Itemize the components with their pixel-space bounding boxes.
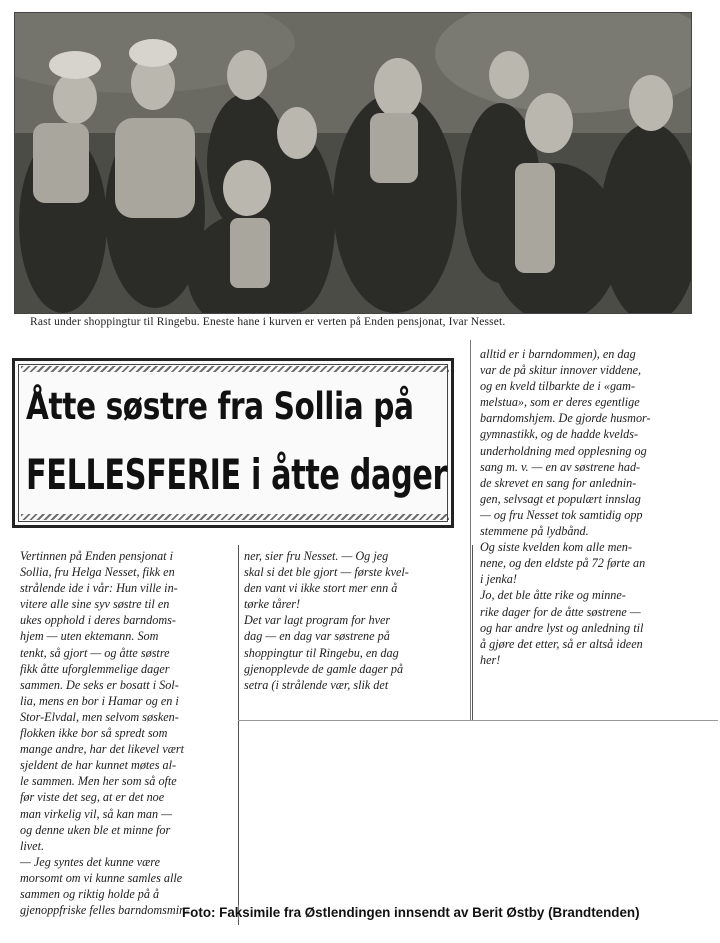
headline-box: [12, 358, 454, 528]
column-divider-1: [238, 545, 239, 925]
article-line: nene, og den eldste på 72 førte an: [480, 556, 646, 571]
article-line: før viste det seg, at er det noe: [20, 790, 165, 805]
article-line: ukes opphold i deres barndoms-: [20, 613, 176, 628]
article-line: ner, sier fru Nesset. — Og jeg: [244, 549, 389, 563]
article-line: Stor-Elvdal, men selvom søsken-: [20, 709, 179, 724]
photo-credit: Foto: Faksimile fra Østlendingen innsendt av Berit Østby (Brandtenden): [182, 905, 640, 920]
article-line: tenkt, så gjort — og åtte søstre: [20, 645, 170, 660]
article-line: gymnastikk, og de hadde kvelds-: [480, 427, 639, 442]
article-line: gen, selvsagt et populært innslag: [480, 491, 641, 506]
article-line: — Jeg syntes det kunne være: [20, 854, 160, 869]
article-line: tørke tårer!: [244, 597, 301, 612]
article-column-3: [480, 346, 705, 668]
article-line: og denne uken ble et minne for: [20, 822, 171, 837]
article-line: sang m. v. — en av søstrene had-: [480, 459, 641, 474]
article-line: gjenoppfriske felles barndomsmin-: [20, 903, 190, 918]
article-line: å gjøre det etter, så er altså ideen: [480, 636, 643, 651]
article-line: melstua», som er deres egentlige: [480, 395, 640, 410]
article-line: underholdning med opplesning og: [480, 443, 647, 458]
headline-border-top: [21, 366, 449, 372]
article-column-2: [244, 548, 464, 693]
column-divider-2: [472, 545, 473, 720]
group-photo: [14, 12, 692, 314]
article-line: vitere alle sine syv søstre til en: [20, 597, 170, 612]
article-line: Sollia, fru Helga Nesset, fikk en: [20, 565, 175, 580]
article-line: gjenopplevde de gamle dager på: [244, 661, 404, 676]
article-line: morsomt om vi kunne samles alle: [20, 870, 183, 885]
article-line: sammen. De seks er bosatt i Sol-: [20, 677, 179, 692]
article-line: mange andre, har det likevel vært: [20, 742, 185, 757]
photo-caption: Rast under shoppingtur til Ringebu. Eneste hane i kurven er verten på Enden pensjonat, Ivar Nesset.: [30, 316, 506, 328]
article-line: barndomshjem. De gjorde husmor-: [480, 411, 651, 426]
group-photo-drawing: [15, 13, 691, 313]
article-line: strålende ide i vår: Hun ville in-: [20, 581, 178, 596]
headline-line-1: Åtte søstre fra Sollia på: [26, 385, 414, 428]
article-line: livet.: [20, 838, 45, 853]
article-line: den vant vi ikke stort mer enn å: [244, 581, 398, 596]
article-line: flokken ikke bor så spredt som: [20, 726, 168, 741]
article-line: man virkelig vil, så kan man —: [20, 806, 172, 821]
article-line: stemmene på lydbånd.: [480, 524, 589, 539]
headline-line-2: FELLESFERIE i åtte dager: [26, 450, 448, 499]
article-line: her!: [480, 652, 501, 667]
clipping-edge: [238, 720, 718, 721]
article-line: Vertinnen på Enden pensjonat i: [20, 549, 173, 563]
article-line: var de på skitur innover viddene,: [480, 363, 642, 378]
article-line: setra (i strålende vær, slik det: [244, 677, 389, 692]
article-column-1: [20, 548, 235, 918]
article-line: sjeldent de har kunnet møtes al-: [20, 758, 177, 773]
article-line: sammen og riktig holde på å: [20, 886, 160, 901]
article-line: shoppingtur til Ringebu, en dag: [244, 645, 399, 660]
article-line: alltid er i barndommen), en dag: [480, 347, 636, 361]
article-line: skal si det ble gjort — første kvel-: [244, 565, 409, 580]
article-line: og en kveld tilbarkte de i «gam-: [480, 379, 636, 394]
article-line: og har andre lyst og anledning til: [480, 620, 644, 635]
article-line: Det var lagt program for hver: [244, 613, 391, 628]
article-line: hjem — uten ektemann. Som: [20, 629, 159, 644]
article-line: Og siste kvelden kom alle men-: [480, 540, 632, 555]
article-line: Jo, det ble åtte rike og minne-: [480, 588, 626, 603]
article-line: rike dager for de åtte søstrene —: [480, 604, 641, 619]
article-line: dag — en dag var søstrene på: [244, 629, 390, 644]
article-line: le sammen. Men her som så ofte: [20, 774, 177, 789]
article-line: fikk åtte uforglemmelige dager: [20, 661, 170, 676]
headline-border-bottom: [21, 514, 449, 520]
article-line: lia, mens en bor i Hamar og en i: [20, 693, 179, 708]
article-line: i jenka!: [480, 572, 517, 587]
column-divider-top: [470, 340, 471, 720]
article-line: — og fru Nesset tok samtidig opp: [480, 507, 643, 522]
article-line: de skrevet en sang for anlednin-: [480, 475, 637, 490]
